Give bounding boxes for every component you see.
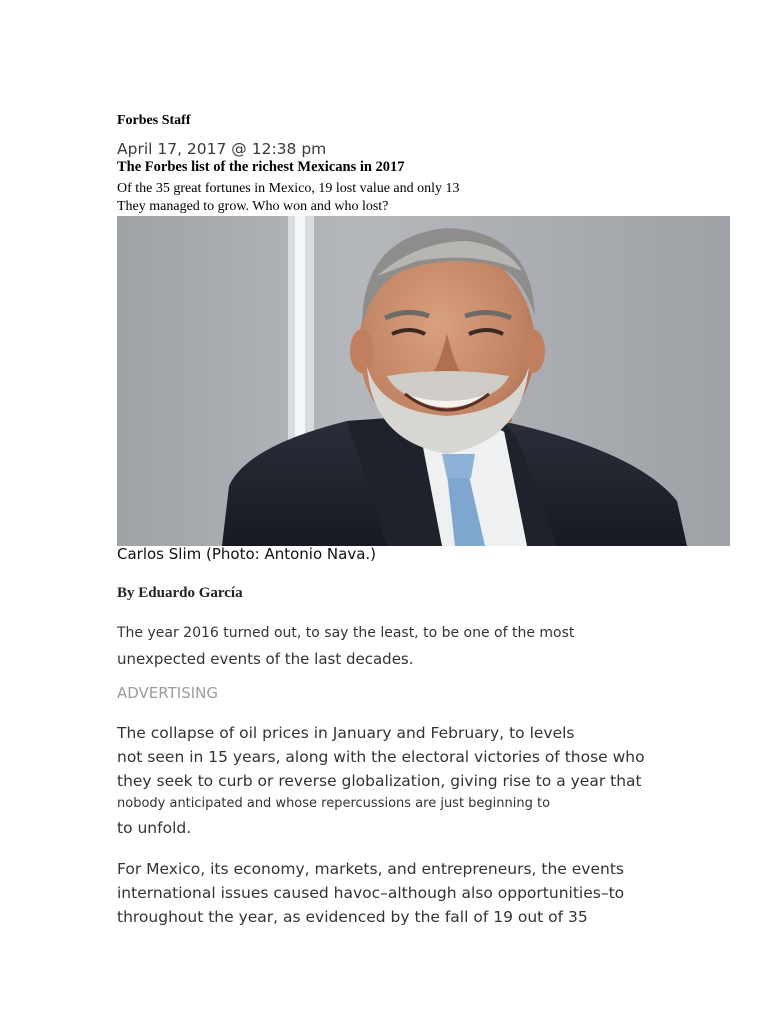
article-deck-line: Of the 35 great fortunes in Mexico, 19 lost value and only 13 [117,181,460,196]
paragraph-line: international issues caused havoc–although also opportunities–to [117,884,625,902]
article-photo [117,216,730,546]
paragraph-line: For Mexico, its economy, markets, and entrepreneurs, the events [117,860,624,878]
paragraph-line: throughout the year, as evidenced by the fall of 19 out of 35 [117,908,588,926]
paragraph-line: not seen in 15 years, along with the electoral victories of those who [117,748,645,766]
article-deck-line: They managed to grow. Who won and who lost? [117,199,389,214]
publish-date: April 17, 2017 @ 12:38 pm [117,140,327,158]
article-byline: By Eduardo García [117,585,243,601]
paragraph-line: they seek to curb or reverse globalization, giving rise to a year that [117,772,642,790]
paragraph-line: to unfold. [117,819,192,837]
paragraph-line: nobody anticipated and whose repercussions are just beginning to [117,796,551,811]
photo-caption: Carlos Slim (Photo: Antonio Nava.) [117,545,377,563]
article-headline: The Forbes list of the richest Mexicans in 2017 [117,159,405,175]
paragraph-line: unexpected events of the last decades. [117,650,414,668]
author-name: Forbes Staff [117,113,191,128]
paragraph-line: The collapse of oil prices in January and February, to levels [117,724,575,742]
advertising-label: ADVERTISING [117,684,218,702]
paragraph-line: The year 2016 turned out, to say the least, to be one of the most [117,625,575,641]
portrait-illustration [117,216,730,546]
